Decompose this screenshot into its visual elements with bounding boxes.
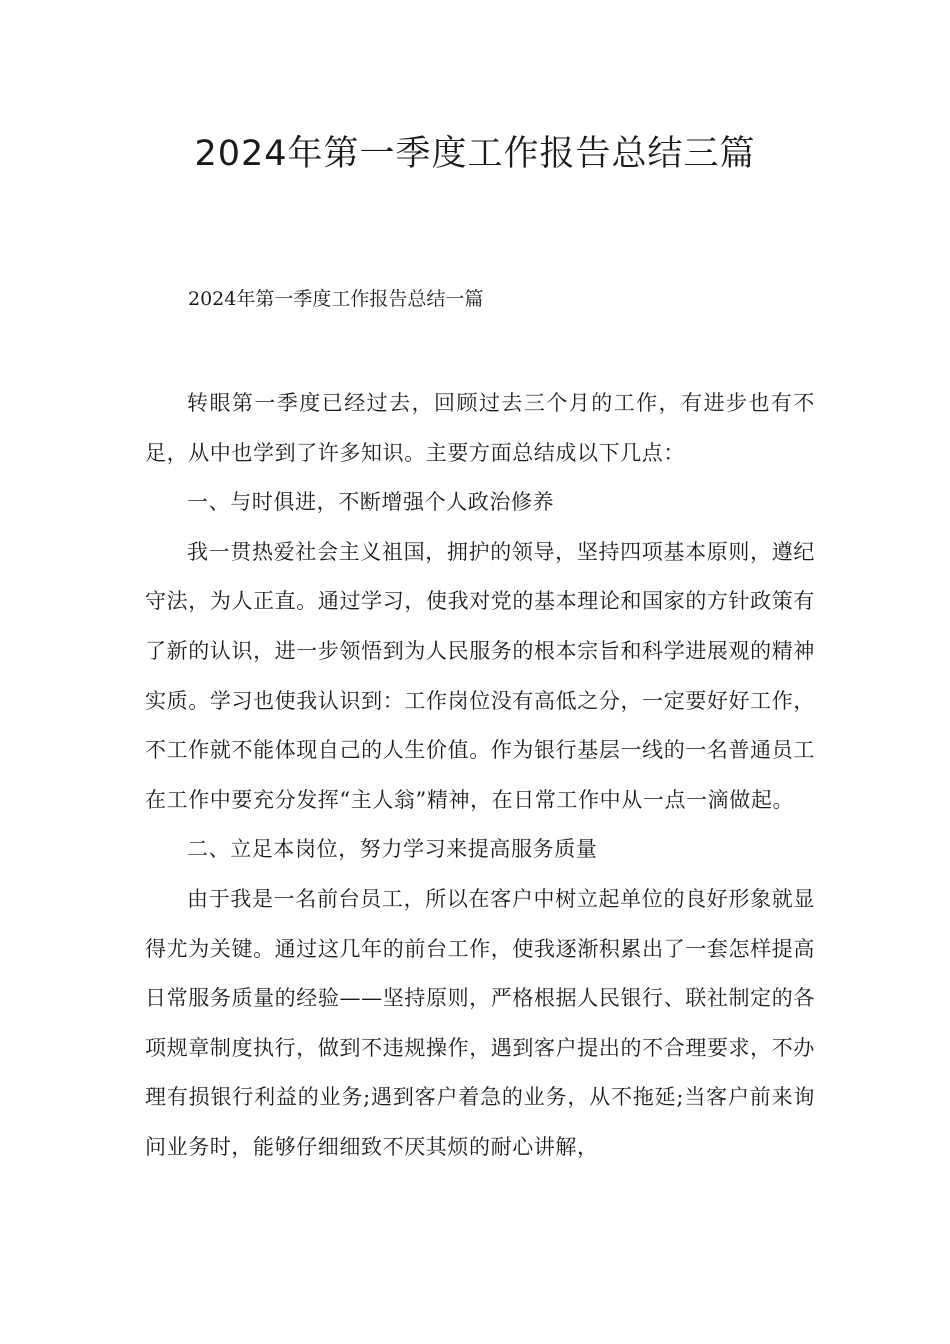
section-heading-1: 一、与时俱进，不断增强个人政治修养 — [187, 490, 555, 515]
document-title: 2024年第一季度工作报告总结三篇 — [194, 134, 756, 174]
paragraph-section-2: 由于我是一名前台员工，所以在客户中树立起单位的良好形象就显得尤为关键。通过这几年的前台工作，使我逐渐积累出了一套怎样提高日常服务质量的经验——坚持原则，严格根据人民银行、联社制定的各项规章制度执行，做到不违规操作，遇到客户提出的不合理要求，不办理有损银行利益的业务;遇到客户着急的业务，从不拖延;当客户前来询问业务时，能够仔细细致不厌其烦的耐心讲解， — [145, 886, 815, 1159]
document-body — [145, 379, 815, 1173]
section-heading-2: 二、立足本岗位，努力学习来提高服务质量 — [187, 837, 598, 862]
document-subtitle: 2024年第一季度工作报告总结一篇 — [188, 288, 484, 310]
paragraph-intro: 转眼第一季度已经过去，回顾过去三个月的工作，有进步也有不足，从中也学到了许多知识。主要方面总结成以下几点： — [145, 391, 815, 465]
paragraph-section-1: 我一贯热爱社会主义祖国，拥护的领导，坚持四项基本原则，遵纪守法，为人正直。通过学习，使我对党的基本理论和国家的方针政策有了新的认识，进一步领悟到为人民服务的根本宗旨和科学进展观的精神实质。学习也使我认识到：工作岗位没有高低之分，一定要好好工作，不工作就不能体现自己的人生价值。作为银行基层一线的一名普通员工在工作中要充分发挥“主人翁”精神，在日常工作中从一点一滴做起。 — [145, 539, 815, 812]
